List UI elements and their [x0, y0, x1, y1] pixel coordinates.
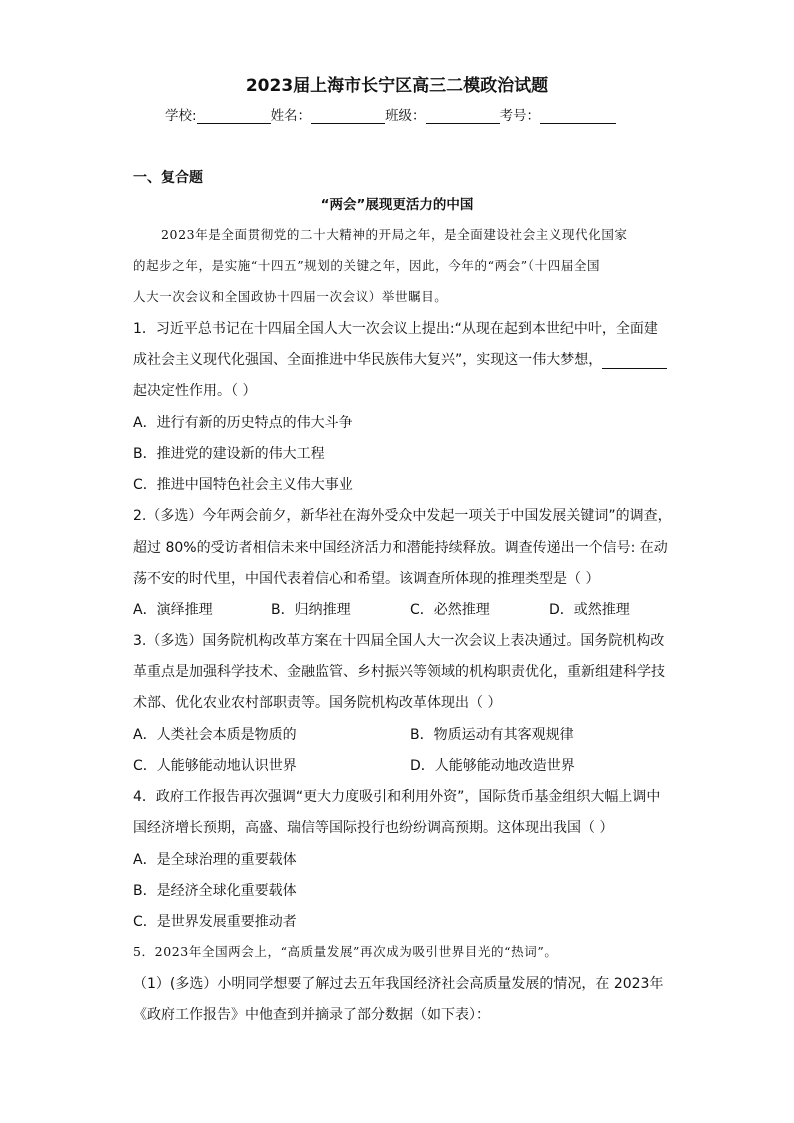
q2-option-a[interactable]: A．演绎推理 [133, 602, 213, 618]
q5-sub-line-1: （1）(多选）小明同学想要了解过去五年我国经济社会高质量发展的情况，在 2023年 [133, 976, 664, 992]
q3-option-a[interactable]: A．人类社会本质是物质的 [133, 727, 297, 743]
passage-title: “两会”展现更活力的中国 [320, 197, 474, 213]
q1-line-2 [133, 349, 667, 369]
exam-title: 2023届上海市长宁区高三二模政治试题 [245, 76, 549, 96]
class-field[interactable] [426, 109, 500, 124]
q4-option-a[interactable]: A．是全球治理的重要载体 [133, 852, 297, 868]
q2-option-c[interactable]: C．必然推理 [410, 602, 490, 618]
q5-line: 5．2023年全国两会上，“高质量发展”再次成为吸引世界目光的“热词”。 [133, 944, 558, 959]
q3-option-b[interactable]: B．物质运动有其客观规律 [410, 727, 574, 743]
name-label: 姓名： [270, 108, 312, 124]
q2-option-b[interactable]: B．归纳推理 [271, 602, 351, 618]
q1-option-c[interactable]: C．推进中国特色社会主义伟大事业 [133, 477, 353, 493]
q3-option-d[interactable]: D．人能够能动地改造世界 [410, 758, 575, 774]
school-label: 学校: [165, 108, 197, 124]
q1-line-1: 1．习近平总书记在十四届全国人大一次会议上提出:“从现在起到本世纪中叶，全面建 [133, 321, 658, 337]
q1-line-2-text: 成社会主义现代化强国、全面推进中华民族伟大复兴”，实现这一伟大梦想， [133, 352, 603, 368]
school-field[interactable] [197, 109, 271, 124]
q2-option-d[interactable]: D．或然推理 [549, 602, 630, 618]
q3-line-2: 革重点是加强科学技术、金融监管、乡村振兴等领域的机构职责优化，重新组建科学技 [133, 664, 665, 680]
section-heading: 一、复合题 [133, 170, 203, 186]
q3-option-c[interactable]: C．人能够能动地认识世界 [133, 758, 297, 774]
name-field[interactable] [311, 109, 385, 124]
q4-option-b[interactable]: B．是经济全球化重要载体 [133, 883, 297, 899]
number-label: 考号： [499, 108, 541, 124]
q4-option-c[interactable]: C．是世界发展重要推动者 [133, 914, 297, 930]
q3-line-1: 3.（多选）国务院机构改革方案在十四届全国人大一次会议上表决通过。国务院机构改 [133, 633, 665, 649]
intro-line-2: 的起步之年，是实施“十四五”规划的关键之年，因此，今年的“两会”（十四届全国 [133, 258, 601, 273]
q1-line-3: 起决定性作用。（ ） [133, 383, 257, 399]
q2-line-2: 超过 80%的受访者相信未来中国经济活力和潜能持续释放。调查传递出一个信号: 在动 [133, 540, 668, 556]
q2-line-1: 2.（多选）今年两会前夕，新华社在海外受众中发起一项关于中国发展关键词”的调查， [133, 508, 672, 524]
q1-option-a[interactable]: A．进行有新的历史特点的伟大斗争 [133, 415, 353, 431]
q1-answer-blank[interactable] [602, 354, 667, 369]
q5-sub-line-2: 《政府工作报告》中他查到并摘录了部分数据（如下表）： [133, 1007, 490, 1023]
class-label: 班级： [385, 108, 426, 124]
q2-line-3: 荡不安的时代里，中国代表着信心和希望。该调查所体现的推理类型是（ ） [133, 571, 600, 587]
exam-number-field[interactable] [540, 109, 616, 124]
q3-line-3: 术部、优化农业农村部职责等。国务院机构改革体现出（ ） [133, 695, 502, 711]
q4-line-1: 4．政府工作报告再次强调“更大力度吸引和利用外资”，国际货币基金组织大幅上调中 [133, 789, 661, 805]
q4-line-2: 国经济增长预期，高盛、瑞信等国际投行也纷纷调高预期。这体现出我国（ ） [133, 820, 614, 836]
intro-line-3: 人大一次会议和全国政协十四届一次会议）举世瞩目。 [133, 289, 448, 304]
student-info-line [165, 104, 616, 124]
intro-line-1: 2023年是全面贯彻党的二十大精神的开局之年，是全面建设社会主义现代化国家 [161, 227, 628, 242]
q1-option-b[interactable]: B．推进党的建设新的伟大工程 [133, 446, 325, 462]
